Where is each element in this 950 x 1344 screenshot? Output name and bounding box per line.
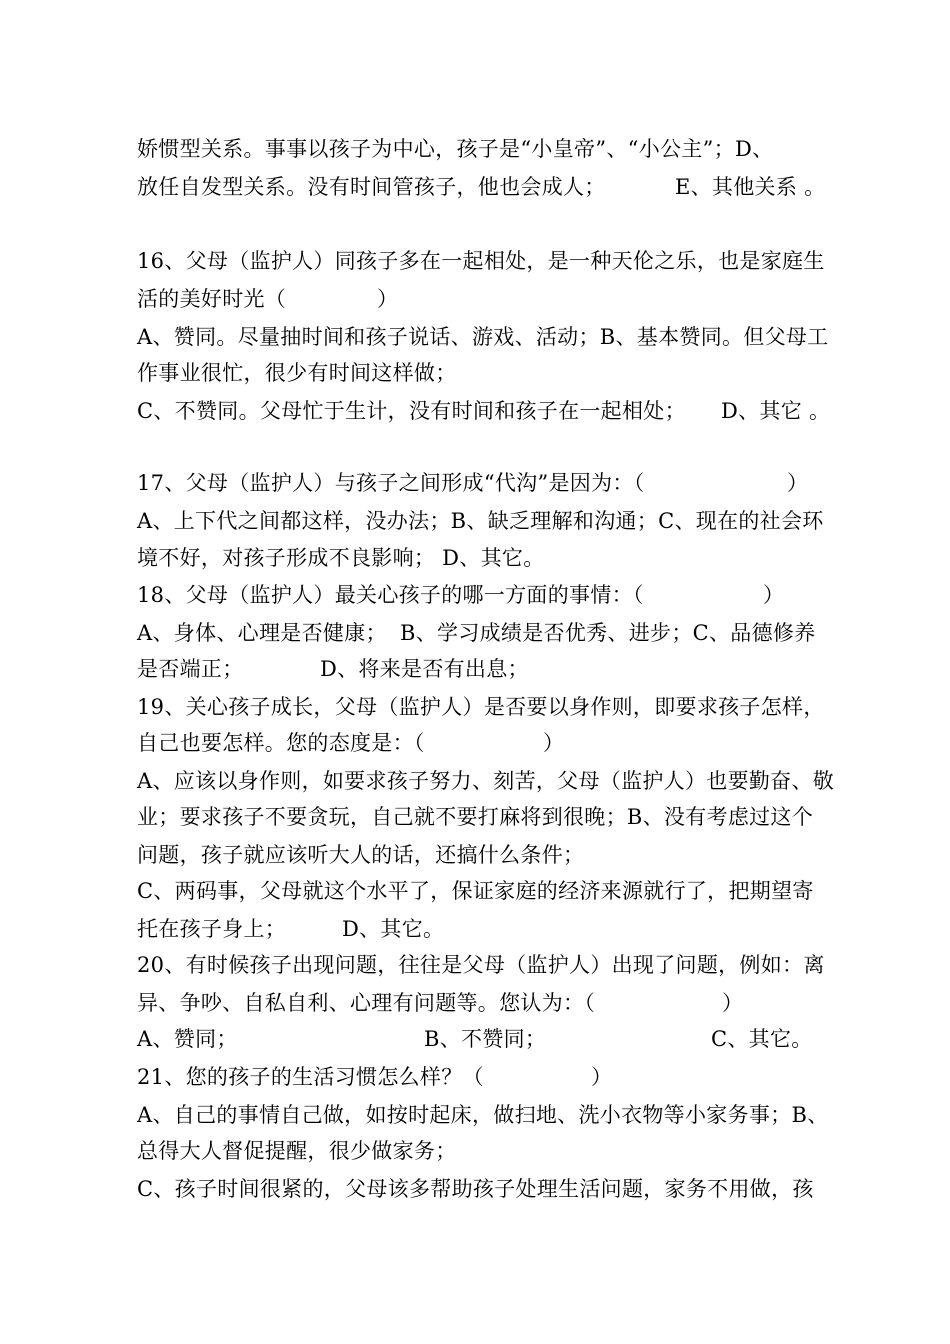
option-text: 总得大人督促提醒，很少做家务； [137, 1139, 457, 1163]
option-text: 境不好，对孩子形成不良影响； D、其它。 [137, 546, 545, 570]
text-segment: 放任自发型关系。没有时间管孩子，他也会成人； [137, 175, 606, 199]
option-text: 作事业很忙，很少有时间这样做； [137, 361, 457, 385]
option-text: D、其它。 [342, 917, 445, 941]
option-text: A、应该以身作则，如要求孩子努力、刻苦，父母（监护人）也要勤奋、敬 [137, 769, 835, 793]
option-text: A、自己的事情自己做，如按时起床，做扫地、洗小衣物等小家务事；B、 [137, 1103, 829, 1127]
option-text: A、身体、心理是否健康； [137, 621, 387, 645]
question-18-text: 18、父母（监护人）最关心孩子的哪一方面的事情：（ [137, 583, 644, 607]
answer-blank-close: ） [543, 731, 565, 755]
question-16-text: 活的美好时光（ [137, 287, 287, 311]
question-19-text: 19、关心孩子成长，父母（监护人）是否要以身作则，即要求孩子怎样， [137, 695, 825, 719]
option-text: 是否端正； [137, 657, 244, 681]
option-text: 托在孩子身上； [137, 917, 287, 941]
question-17-text: 17、父母（监护人）与孩子之间形成“代沟”是因为：（ [137, 471, 645, 495]
answer-blank-close: ） [377, 287, 399, 311]
option-text: B、不赞同； [424, 1027, 547, 1051]
question-20-text: 20、有时候孩子出现问题，往往是父母（监护人）出现了问题，例如：离 [137, 953, 825, 977]
option-text: A、赞同； [137, 1027, 238, 1051]
option-text: D、将来是否有出息； [320, 657, 529, 681]
text-segment: 娇惯型关系。事事以孩子为中心，孩子是“小皇帝”、“小公主”；D、 [137, 137, 774, 161]
answer-blank-close: ） [787, 471, 809, 495]
question-19-text: 自己也要怎样。您的态度是：（ [137, 731, 425, 755]
option-text: D、其它 。 [721, 399, 831, 423]
option-text: 业；要求孩子不要贪玩，自己就不要打麻将到很晚；B、没有考虑过这个 [137, 805, 814, 829]
answer-blank-close: ） [591, 1065, 613, 1089]
answer-blank-close: ） [722, 991, 744, 1015]
answer-blank-close: ） [763, 583, 785, 607]
question-21-text: 21、您的孩子的生活习惯怎么样？（ [137, 1065, 484, 1089]
option-text: C、不赞同。父母忙于生计，没有时间和孩子在一起相处； [137, 399, 686, 423]
option-text: B、学习成绩是否优秀、进步；C、品德修养 [400, 621, 816, 645]
text-segment: E、其他关系 。 [675, 175, 826, 199]
option-text: C、两码事，父母就这个水平了，保证家庭的经济来源就行了，把期望寄 [137, 879, 814, 903]
option-text: 问题，孩子就应该听大人的话，还搞什么条件； [137, 843, 585, 867]
question-16-text: 16、父母（监护人）同孩子多在一起相处，是一种天伦之乐，也是家庭生 [137, 249, 825, 273]
option-text: C、孩子时间很紧的，父母该多帮助孩子处理生活问题，家务不用做，孩 [137, 1177, 814, 1201]
option-text: C、其它。 [711, 1027, 813, 1051]
option-text: A、赞同。尽量抽时间和孩子说话、游戏、活动；B、基本赞同。但父母工 [137, 325, 829, 349]
question-20-text: 异、争吵、自私自利、心理有问题等。您认为：（ [137, 991, 596, 1015]
option-text: A、上下代之间都这样，没办法；B、缺乏理解和沟通；C、现在的社会环 [137, 509, 824, 533]
